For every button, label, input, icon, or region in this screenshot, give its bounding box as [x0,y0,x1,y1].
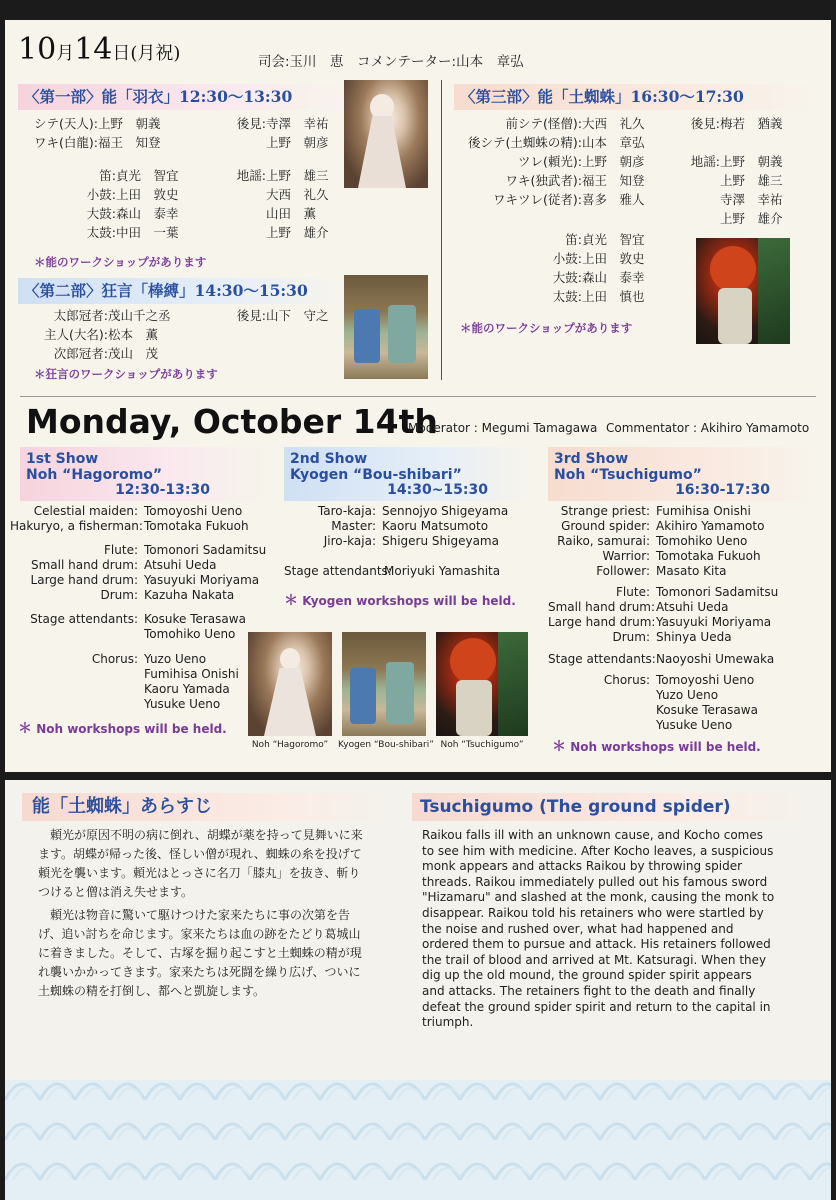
boushibari-photo-en [342,632,426,736]
cast-name: Tomoyoshi Ueno [144,504,243,518]
en-show1-number: 1st Show [26,451,99,467]
music-name: Yasuyuki Moriyama [656,615,772,629]
en-synopsis-text: Raikou falls ill with an unknown cause, and Kocho comes to see him with medicine. After Kocho leaves, a suspicious monk appears and attacks Raikou by throwing spider threads. Raikou immediately pulled out his famous sword "Hizamaru" and slashed at the monk, causing the monk to disappear. Raikou told his retainers who were startled by the noise and rushed over, what had happened and ordered them to pursue and attack. His retainers followed the trail of blood and arrived at Mt. Katsuragi. When they dig up the old mound, the ground spider spirit appears and attacks. The retainers fight to the death and finally defeat the ground spider spirit and return to the capital in triumph. [422,828,775,1030]
chorus-role: Chorus: [91,652,138,666]
jp-date-month-num: 10 [18,32,57,67]
chorus-name: Yusuke Ueno [144,697,221,711]
pine-branch-shape [498,632,528,736]
koken-name: 上野 朝彦 [266,135,329,150]
music-role: 笛: [99,168,116,183]
en-show3-attendants [548,652,774,667]
jp-show1-heading: 〈第一部〉能「羽衣」12:30〜13:30 [18,84,344,110]
hagoromo-caption: Noh “Hagoromo” [251,740,329,750]
en-show1-chorus [10,652,239,712]
music-name: Shinya Ueda [656,630,732,644]
jp-date-suffix: 日(月祝) [112,43,181,64]
music-role: 大鼓: [552,270,582,285]
jp-show2-cast [18,306,171,363]
en-show3-cast [548,504,764,579]
chorus-role: Chorus: [603,673,650,687]
tsuchigumo-caption: Noh “Tsuchigumo” [440,740,524,750]
en-show1-music [10,543,266,603]
dancer-robe-shape [358,116,406,188]
cast-name: Tomotaka Fukuoh [656,549,761,563]
jp-show3-koken [682,114,783,133]
chorus-name: 上野 雄三 [266,168,329,183]
cast-role: シテ(天人): [34,116,98,131]
jp-show2-note: ＊狂言のワークショップがあります [34,367,218,381]
jp-date-day: 14 [74,32,113,67]
jp-date-title [18,32,180,67]
attendant-name: Tomohiko Ueno [144,627,236,641]
attendants-role: Stage attendants: [548,652,656,666]
spider-costume-shape [456,680,492,736]
note-text: Noh workshops will be held. [570,740,761,754]
chorus-name: Kaoru Yamada [144,682,230,696]
music-name: 上田 敦史 [116,187,179,202]
boushibari-photo-jp [344,275,428,379]
jp-show3-music [454,230,645,306]
cast-role: Celestial maiden: [33,504,138,518]
chorus-name: 上野 雄介 [720,211,783,226]
red-wig-shape [710,246,756,292]
jp-show3-note: ＊能のワークショップがあります [460,321,633,335]
music-name: Kazuha Nakata [144,588,235,602]
jp-synopsis-heading: 能「土蜘蛛」あらすじ [22,793,394,821]
cast-name: 喜多 雅人 [582,192,645,207]
en-moderator: Moderator : Megumi Tamagawa [408,421,598,435]
koken-name: 山下 守之 [266,308,329,323]
jp-synopsis-text [38,826,372,1005]
music-name: 上田 慎也 [582,289,645,304]
cast-role: Raiko, samurai: [557,534,650,548]
cast-name: Masato Kita [656,564,727,578]
en-show1-cast [10,504,249,534]
en-show2-heading [284,447,530,501]
asterisk-icon: ＊ [18,721,32,737]
cast-role: 太郎冠者: [53,308,108,323]
music-name: 上田 敦史 [582,251,645,266]
cast-role: Taro-kaja: [317,504,376,518]
music-role: Drum: [612,630,650,644]
music-name: 貞光 智宜 [582,232,645,247]
cast-name: 茂山 茂 [108,346,159,361]
music-role: Small hand drum: [548,600,656,614]
tsuchigumo-photo-en [436,632,528,736]
en-synopsis-heading: Tsuchigumo (The ground spider) [412,793,816,821]
cast-role: 後シテ(土蜘蛛の精): [468,135,582,150]
chorus-role: 地謡: [236,168,266,183]
jp-show1-koken [228,114,329,152]
jp-show1-note: ＊能のワークショップがあります [34,255,207,269]
tsuchigumo-photo-jp [696,238,790,344]
asterisk-icon: ＊ [552,739,566,755]
jp-synopsis-paragraph: 頼光が原因不明の病に倒れ、胡蝶が薬を持って見舞いに来ます。胡蝶が帰った後、怪しい僧が現れ、蜘蛛の糸を投げて頼光を襲います。頼光はとっさに名刀「膝丸」を抜き、斬りつけると僧は消え失せます。 [38,828,363,899]
red-wig-shape [450,638,496,684]
music-name: 森山 泰幸 [582,270,645,285]
music-name: Tomonori Sadamitsu [656,585,779,599]
jp-show3-heading: 〈第三部〉能「土蜘蛛」16:30〜17:30 [454,84,816,110]
chorus-name: 上野 朝義 [720,154,783,169]
music-role: 小鼓: [86,187,116,202]
jp-show3-chorus [682,152,783,228]
music-name: Tomonori Sadamitsu [144,543,267,557]
music-role: 笛: [565,232,582,247]
actor-figure-shape [350,668,376,724]
cast-role: ツレ(頼光): [518,154,582,169]
jp-date-month-char: 月 [56,43,75,64]
en-show2-attendants [284,564,500,579]
en-show3-title: Noh “Tsuchigumo” [554,467,702,483]
cast-name: 松本 薫 [108,327,159,342]
en-show1-attendants [10,612,246,642]
music-role: 大鼓: [86,206,116,221]
cast-role: 次郎冠者: [53,346,108,361]
cast-name: 茂山千之丞 [108,308,171,323]
chorus-name: 上野 雄三 [720,173,783,188]
chorus-role: 地謡: [690,154,720,169]
jp-synopsis-paragraph: 頼光は物音に驚いて駆けつけた家来たちに事の次第を告げ、追い討ちを命じます。家来たちは血の跡をたどり葛城山に着きました。そして、古塚を掘り起こすと土蜘蛛の精が現れ襲いかかってきます。家来たちは死闘を繰り広げ、ついに土蜘蛛の精を打倒し、都へと凱旋します。 [38,908,362,998]
en-show1-note [18,718,227,738]
cast-name: Fumihisa Onishi [656,504,751,518]
chorus-name: Yuzo Ueno [656,688,719,702]
attendants-role: Stage attendants: [30,612,138,626]
jp-show1-music [18,166,179,242]
chorus-name: 大西 礼久 [266,187,329,202]
note-text: Noh workshops will be held. [36,722,227,736]
dancer-head-shape [280,648,300,670]
column-divider [441,80,442,380]
attendant-name: Moriyuki Yamashita [384,564,501,578]
chorus-name: Yusuke Ueno [656,718,733,732]
actor-figure-shape [388,305,416,363]
chorus-name: 上野 雄介 [266,225,329,240]
en-show3-chorus [548,673,758,733]
dancer-robe-shape [264,668,316,736]
jp-show2-heading: 〈第二部〉狂言「棒縛」14:30〜15:30 [18,278,344,304]
cast-name: 福王 知登 [98,135,161,150]
music-name: Atsuhi Ueda [656,600,729,614]
music-name: 中田 一葉 [116,225,179,240]
actor-figure-shape [386,662,414,724]
section-divider [20,396,816,397]
en-show2-title: Kyogen “Bou-shibari” [290,467,462,483]
music-role: Drum: [100,588,138,602]
music-name: 森山 泰幸 [116,206,179,221]
en-date-title: Monday, October 14th [26,402,438,441]
cast-role: Jiro-kaja: [323,534,376,548]
cast-name: 山本 章弘 [582,135,645,150]
en-show2-cast [280,504,508,549]
music-name: 貞光 智宜 [116,168,179,183]
en-show2-time: 14:30~15:30 [387,482,488,498]
wave-pattern-decoration [5,1060,831,1200]
hagoromo-photo-jp [344,80,428,188]
actor-figure-shape [354,309,380,363]
cast-role: Master: [331,519,376,533]
spider-costume-shape [718,288,752,344]
cast-name: 上野 朝義 [98,116,161,131]
attendants-role: Stage attendants: [284,564,392,578]
attendant-name: Naoyoshi Umewaka [656,652,775,666]
chorus-name: Yuzo Ueno [144,652,207,666]
en-show3-heading [548,447,816,501]
music-role: Large hand drum: [30,573,138,587]
en-show1-heading [20,447,266,501]
music-role: 太鼓: [552,289,582,304]
chorus-name: 寺澤 幸祐 [720,192,783,207]
jp-host-line: 司会:玉川 恵 コメンテーター:山本 章弘 [258,54,524,70]
music-role: 太鼓: [86,225,116,240]
koken-role: 後見: [236,308,266,323]
cast-role: ワキツレ(従者): [493,192,582,207]
jp-show2-koken [228,306,329,325]
cast-name: Kaoru Matsumoto [382,519,489,533]
koken-role: 後見: [236,116,266,131]
boushibari-caption: Kyogen “Bou-shibari” [338,740,434,750]
en-show3-number: 3rd Show [554,451,629,467]
music-name: Yasuyuki Moriyama [144,573,260,587]
cast-role: Strange priest: [560,504,650,518]
chorus-name: Fumihisa Onishi [144,667,239,681]
cast-role: 主人(大名): [44,327,108,342]
music-role: Small hand drum: [30,558,138,572]
jp-show3-cast [454,114,645,209]
music-role: 小鼓: [552,251,582,266]
cast-name: Sennojyo Shigeyama [382,504,509,518]
cast-name: 大西 礼久 [582,116,645,131]
music-name: Atsuhi Ueda [144,558,217,572]
note-text: Kyogen workshops will be held. [302,594,516,608]
chorus-name: Tomoyoshi Ueno [656,673,755,687]
asterisk-icon: ＊ [284,593,298,609]
chorus-name: Kosuke Terasawa [656,703,758,717]
music-role: Flute: [104,543,138,557]
cast-name: 上野 朝彦 [582,154,645,169]
cast-name: Akihiro Yamamoto [656,519,765,533]
hagoromo-photo-en [248,632,332,736]
music-role: Flute: [616,585,650,599]
attendant-name: Kosuke Terasawa [144,612,246,626]
en-show2-number: 2nd Show [290,451,368,467]
cast-role: Follower: [596,564,650,578]
cast-role: Warrior: [602,549,650,563]
cast-name: Tomohiko Ueno [656,534,748,548]
cast-role: 前シテ(怪僧): [505,116,582,131]
jp-show1-cast [18,114,161,152]
jp-show1-chorus [228,166,329,242]
en-show3-music [548,585,778,645]
cast-role: Hakuryo, a fisherman: [10,519,143,533]
en-show3-note [552,736,761,756]
chorus-name: 山田 薫 [266,206,317,221]
cast-name: 福王 知登 [582,173,645,188]
koken-name: 梅若 猶義 [720,116,783,131]
en-show2-note [284,590,516,610]
music-role: Large hand drum: [548,615,656,629]
cast-role: ワキ(独武者): [505,173,582,188]
cast-name: Tomotaka Fukuoh [144,519,249,533]
en-show1-time: 12:30-13:30 [115,482,210,498]
cast-name: Shigeru Shigeyama [382,534,499,548]
en-commentator: Commentator : Akihiro Yamamoto [606,421,810,435]
en-show1-title: Noh “Hagoromo” [26,467,163,483]
koken-name: 寺澤 幸祐 [266,116,329,131]
koken-role: 後見: [690,116,720,131]
en-show3-time: 16:30-17:30 [675,482,770,498]
cast-role: Ground spider: [561,519,650,533]
cast-role: ワキ(白龍): [34,135,98,150]
pine-branch-shape [758,238,790,344]
